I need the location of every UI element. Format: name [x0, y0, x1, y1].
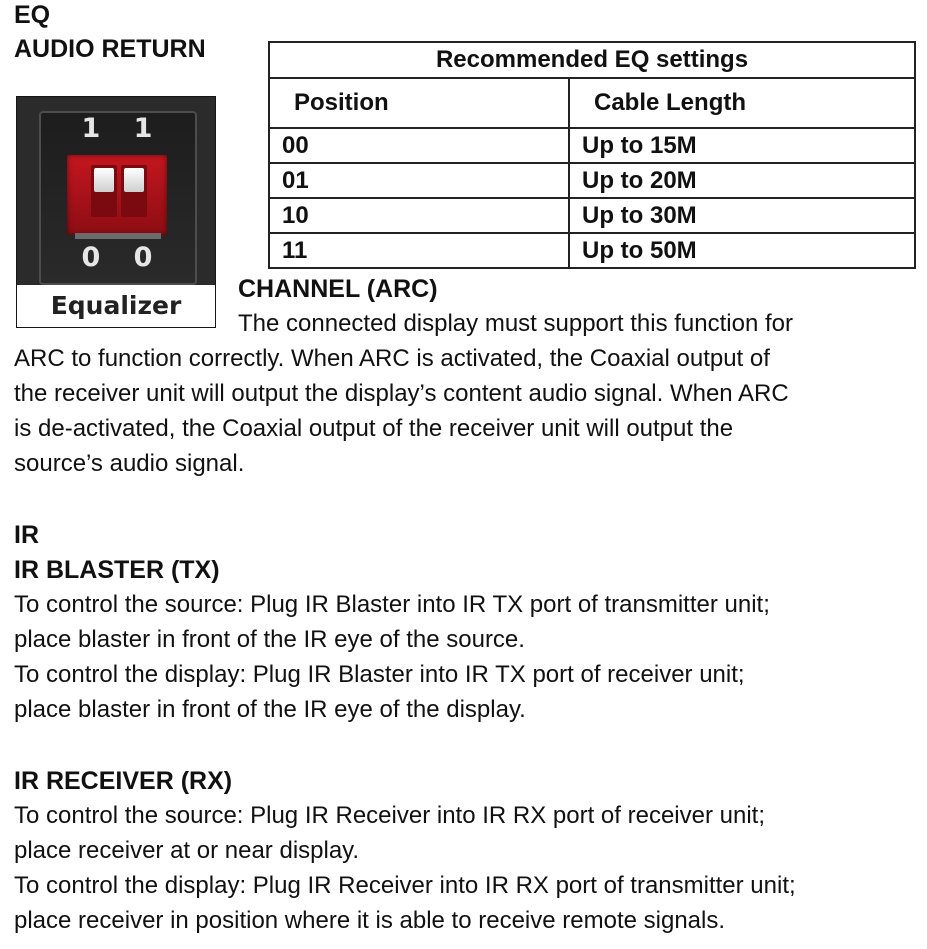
ir-receiver-text-line: To control the source: Plug IR Receiver into IR RX port of receiver unit;	[14, 802, 765, 829]
ir-blaster-text-line: To control the source: Plug IR Blaster into IR TX port of transmitter unit;	[14, 591, 770, 618]
equalizer-dip-switch-photo	[16, 96, 216, 328]
cable-length-cell: Up to 20M	[569, 163, 915, 198]
column-header-cable-length: Cable Length	[569, 78, 915, 128]
arc-text-line: The connected display must support this function for	[238, 310, 793, 337]
cable-length-cell: Up to 15M	[569, 128, 915, 163]
table-row	[269, 128, 915, 163]
switch-label-on: 1 1	[81, 113, 165, 144]
dip-switch-base	[75, 233, 161, 239]
channel-arc-heading: CHANNEL (ARC)	[238, 275, 438, 303]
arc-text-line: the receiver unit will output the display’s content audio signal. When ARC	[14, 380, 789, 407]
arc-text-line: is de-activated, the Coaxial output of the receiver unit will output the	[14, 415, 734, 442]
ir-receiver-text-line: To control the display: Plug IR Receiver into IR RX port of transmitter unit;	[14, 872, 796, 899]
equalizer-caption: Equalizer	[17, 285, 215, 327]
dip-switch-slot-2	[121, 165, 147, 217]
dip-switch-slot-1	[91, 165, 117, 217]
position-cell: 01	[269, 163, 569, 198]
ir-blaster-text-line: To control the display: Plug IR Blaster into IR TX port of receiver unit;	[14, 661, 745, 688]
dip-switch-knob-2	[124, 168, 144, 192]
audio-return-heading: AUDIO RETURN	[14, 35, 206, 63]
eq-heading: EQ	[14, 1, 51, 29]
switch-label-off: 0 0	[81, 242, 165, 273]
position-cell: 11	[269, 233, 569, 268]
table-row	[269, 233, 915, 268]
arc-text-line: ARC to function correctly. When ARC is activated, the Coaxial output of	[14, 345, 770, 372]
cable-length-cell: Up to 30M	[569, 198, 915, 233]
table-row	[269, 198, 915, 233]
cable-length-cell: Up to 50M	[569, 233, 915, 268]
position-cell: 10	[269, 198, 569, 233]
ir-receiver-heading: IR RECEIVER (RX)	[14, 767, 233, 795]
ir-blaster-text-line: place blaster in front of the IR eye of the display.	[14, 696, 526, 723]
dip-switch	[67, 155, 167, 235]
arc-text-line: source’s audio signal.	[14, 450, 245, 477]
ir-heading: IR	[14, 521, 39, 549]
dip-switch-knob-1	[94, 168, 114, 192]
column-header-position: Position	[269, 78, 569, 128]
table-row	[269, 163, 915, 198]
ir-blaster-text-line: place blaster in front of the IR eye of the source.	[14, 626, 525, 653]
position-cell: 00	[269, 128, 569, 163]
table-title: Recommended EQ settings	[269, 42, 915, 78]
ir-receiver-text-line: place receiver in position where it is able to receive remote signals.	[14, 907, 726, 934]
ir-receiver-text-line: place receiver at or near display.	[14, 837, 360, 864]
eq-settings-table	[268, 41, 916, 269]
ir-blaster-heading: IR BLASTER (TX)	[14, 556, 220, 584]
